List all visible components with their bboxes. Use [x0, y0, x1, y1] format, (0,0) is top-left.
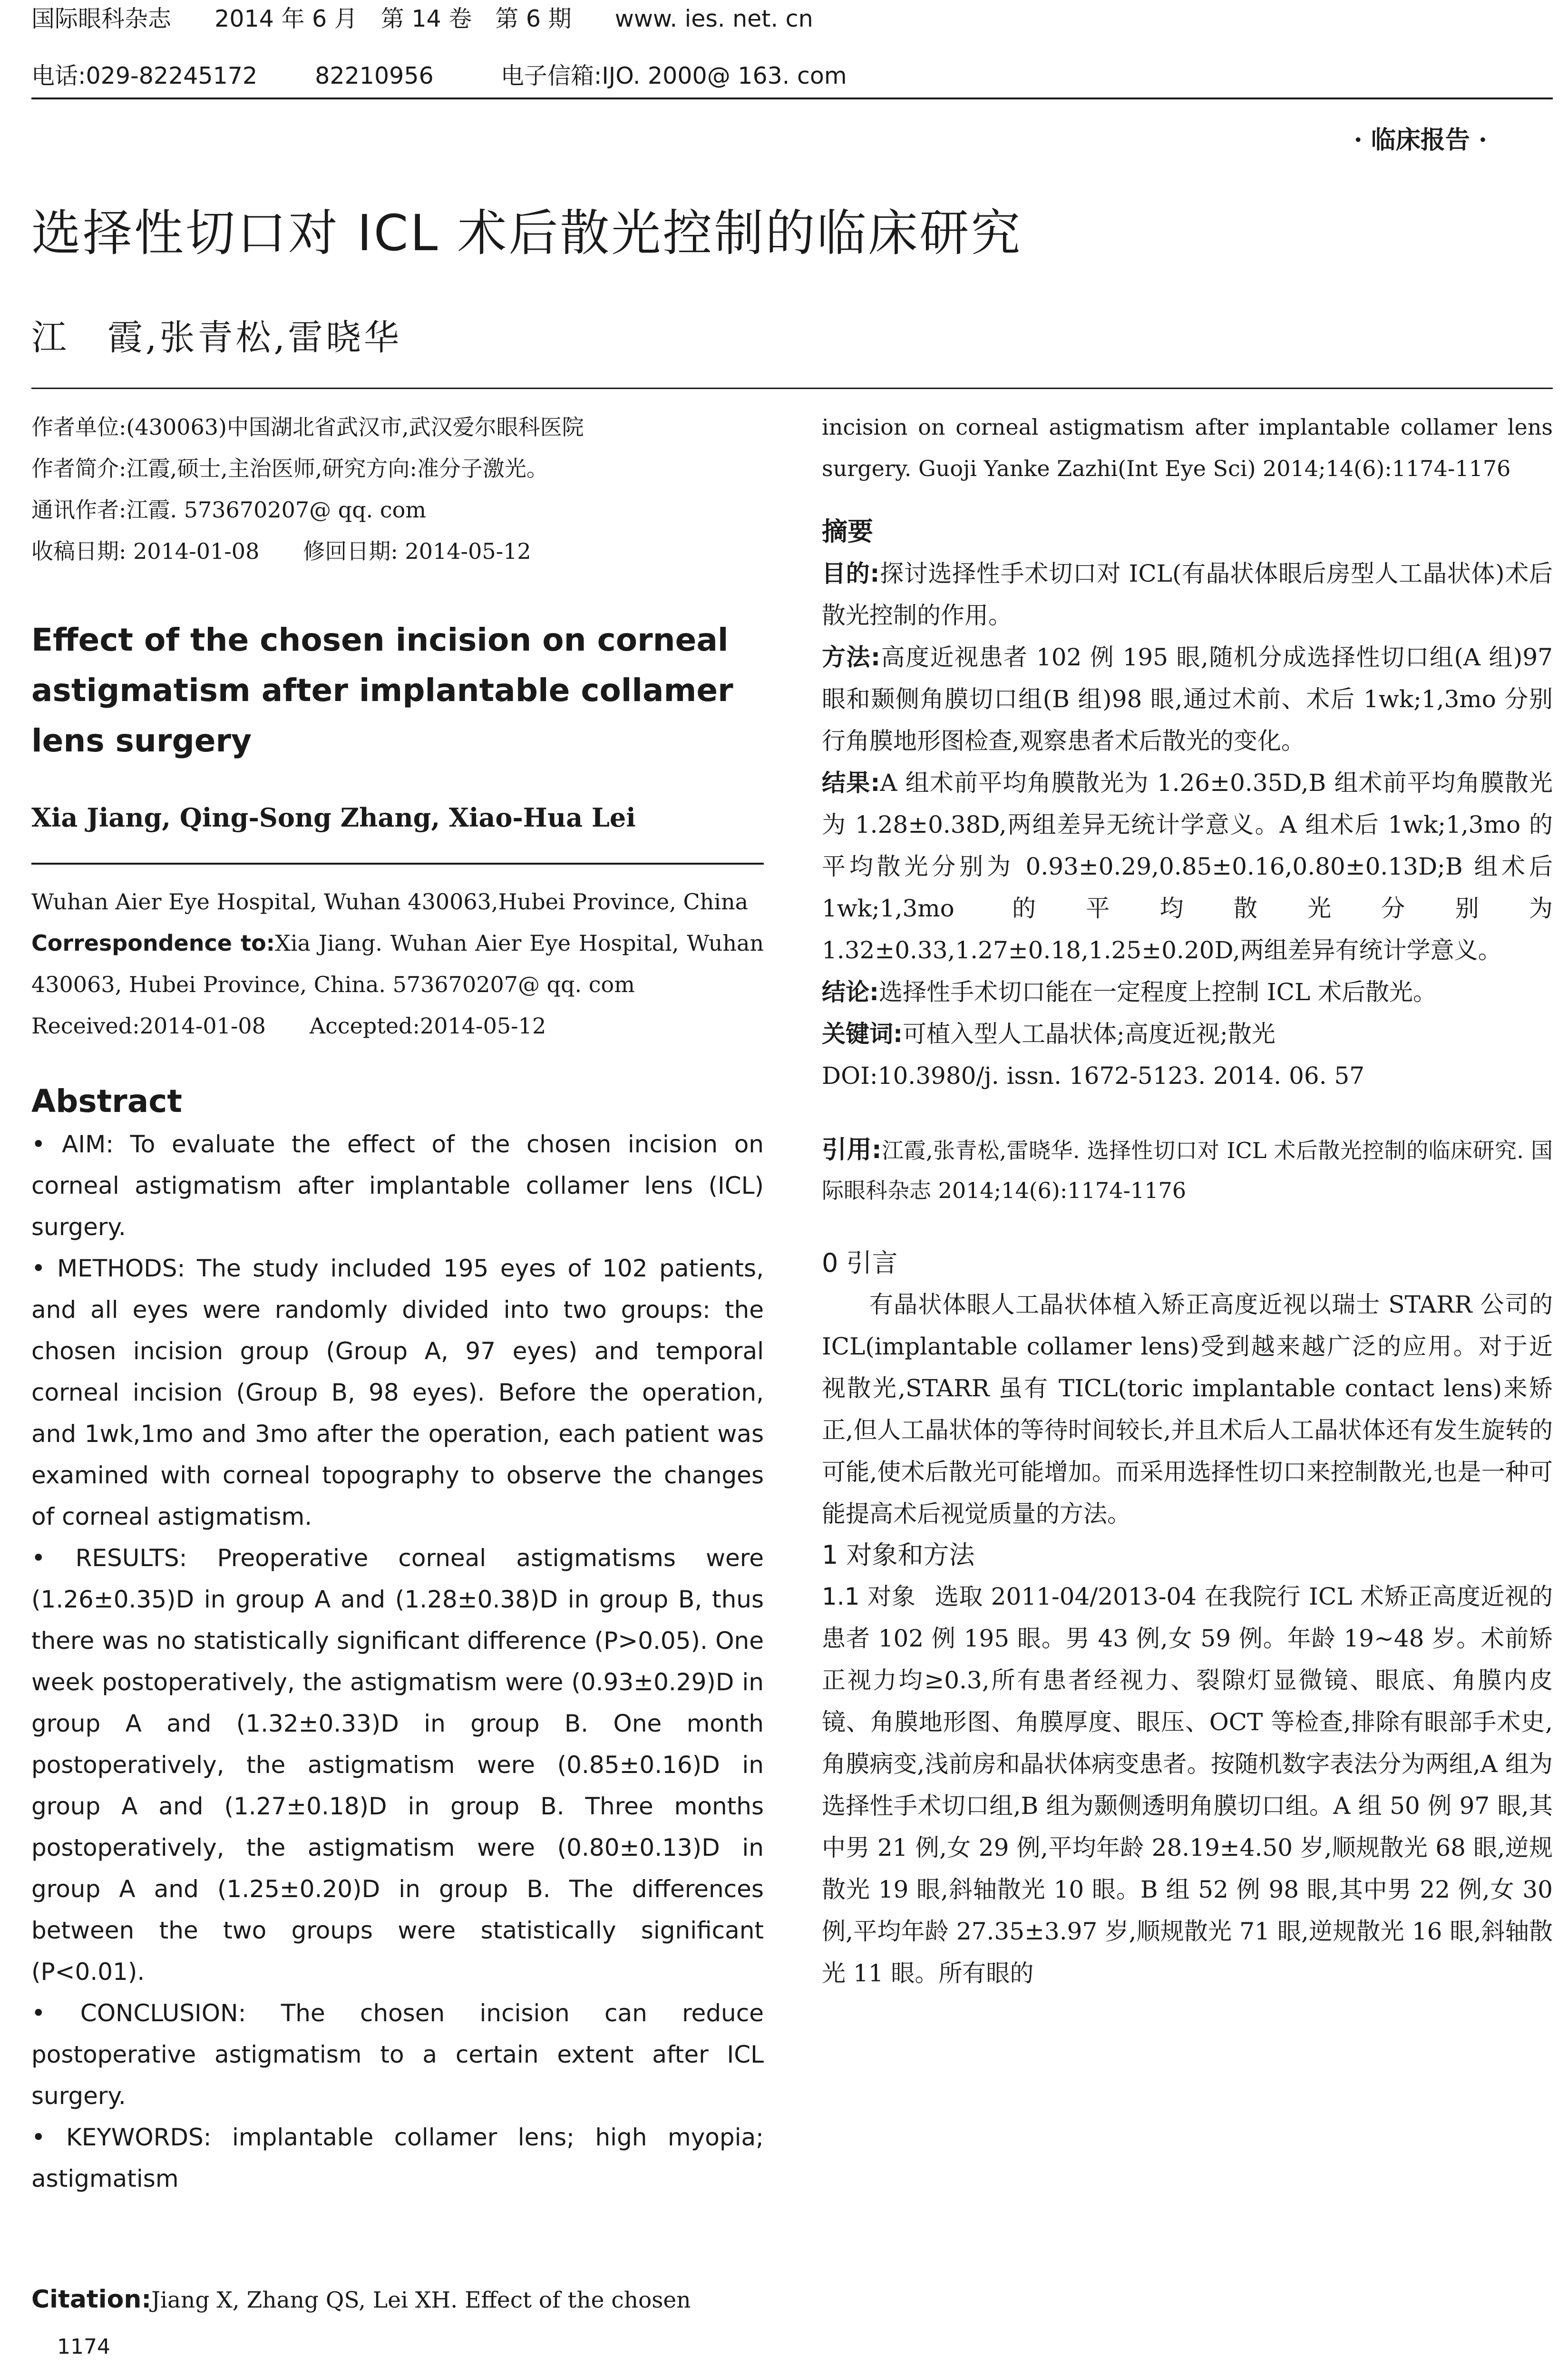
page-number: 1174	[57, 2335, 110, 2359]
citation-en-start	[31, 2280, 764, 2319]
correspondence-label: Correspondence to:	[31, 930, 275, 956]
page-title: 选择性切口对 ICL 术后散光控制的临床研究	[31, 204, 1023, 262]
email[interactable]: 电子信箱:IJO. 2000@ 163. com	[500, 62, 847, 89]
methods-subjects	[822, 1576, 1553, 1994]
keywords-label: 关键词:	[822, 1020, 903, 1048]
abstract-results: • RESULTS: Preoperative corneal astigmatisms were (1.26±0.35)D in group A and (1.28±0.38)D in group B, thus there was no statistically significant difference (P>0.05). One week postoperatively, the astigmatism were (0.93±0.29)D in group A and (1.32±0.33)D in group B. One month postoperatively, the astigmatism were (0.85±0.16)D in group A and (1.27±0.18)D in group B. Three months postoperatively, the astigmatism were (0.80±0.13)D in group A and (1.25±0.20)D in group B. The differences between the two groups were statistically significant (P<0.01).	[31, 1544, 764, 1986]
abstract-body	[31, 1124, 764, 2200]
citation-en-continued: incision on corneal astigmatism after implantable collamer lens surgery. Guoji Yanke Zazhi(Int Eye Sci) 2014;14(6):1174-1176	[822, 414, 1553, 481]
abstract-methods: • METHODS: The study included 195 eyes of 102 patients, and all eyes were randomly divided into two groups: the chosen incision group (Group A, 97 eyes) and temporal corneal incision (Group B, 98 eyes). Before the operation, and 1wk,1mo and 3mo after the operation, each patient was examined with corneal topography to observe the changes of corneal astigmatism.	[31, 1255, 764, 1530]
authors-cn: 江 霞,张青松,雷晓华	[31, 317, 402, 358]
conclusion-label: 结论:	[822, 978, 879, 1006]
dates-cn: 收稿日期: 2014-01-08 修回日期: 2014-05-12	[31, 538, 531, 564]
corresponding-author: 通讯作者:江霞. 573670207@ qq. com	[31, 497, 426, 523]
phone: 电话:029-82245172	[31, 62, 258, 89]
author-bio: 作者简介:江霞,硕士,主治医师,研究方向:准分子激光。	[31, 456, 548, 481]
journal-name: 国际眼科杂志	[31, 5, 172, 32]
received-accepted: Received:2014-01-08 Accepted:2014-05-12	[31, 1013, 546, 1039]
section-label: · 临床报告 ·	[1354, 126, 1487, 155]
header-line-2	[31, 61, 847, 91]
phone-2: 82210956	[315, 62, 434, 89]
abstract-cn-methods: 方法:高度近视患者 102 例 195 眼,随机分成选择性切口组(A 组)97 眼和颞侧角膜切口组(B 组)98 眼,通过术前、术后 1wk;1,3mo 分别行角膜地形图检查,观察患者术后散光的变化。	[822, 643, 1553, 755]
citation-cn	[822, 1130, 1553, 1210]
abstract-cn-heading: 摘要	[822, 516, 873, 546]
intro-text: 有晶状体眼人工晶状体植入矫正高度近视以瑞士 STARR 公司的 ICL(implantable collamer lens)受到越来越广泛的应用。对于近视散光,STARR 虽有 TICL(toric implantable contact lens)来矫正,但人工晶状体的等待时间较长,并且术后人工晶状体还有发生旋转的可能,使术后散光可能增加。而采用选择性切口来控制散光,也是一种可能提高术后视觉质量的方法。	[822, 1291, 1553, 1528]
abstract-cn-keywords: 关键词:可植入型人工晶状体;高度近视;散光	[822, 1020, 1276, 1048]
abstract-cn-results: 结果:A 组术前平均角膜散光为 1.26±0.35D,B 组术前平均角膜散光为 1.28±0.38D,两组差异无统计学意义。A 组术后 1wk;1,3mo 的平均散光分别为 0.93±0.29,0.85±0.16,0.80±0.13D;B 组术后 1wk;1,3mo 的平均散光分别为 1.32±0.33,1.27±0.18,1.25±0.20D,两组差异有统计学意义。	[822, 769, 1553, 964]
abstract-cn-aim: 目的:探讨选择性手术切口对 ICL(有晶状体眼后房型人工晶状体)术后散光控制的作用。	[822, 560, 1553, 629]
abstract-conclusion: • CONCLUSION: The chosen incision can reduce postoperative astigmatism to a certain extent after ICL surgery.	[31, 1999, 764, 2110]
abstract-heading: Abstract	[31, 1083, 182, 1120]
left-column	[31, 407, 764, 2200]
citation-label: Citation:	[31, 2285, 152, 2314]
citation-cn-text: 江霞,张青松,雷晓华. 选择性切口对 ICL 术后散光控制的临床研究. 国际眼科杂志 2014;14(6):1174-1176	[822, 1138, 1553, 1203]
abstract-cn-conclusion: 结论:选择性手术切口能在一定程度上控制 ICL 术后散光。	[822, 978, 1437, 1006]
author-info-cn	[31, 407, 764, 572]
aim-label: 目的:	[822, 560, 880, 587]
issue-info: 2014 年 6 月 第 14 卷 第 6 期	[214, 5, 572, 32]
abstract-cn-body	[822, 553, 1553, 1097]
affiliation-en	[31, 881, 764, 1047]
citation-cn-label: 引用:	[822, 1136, 882, 1164]
methods-label: 方法:	[822, 643, 880, 671]
authors-en: Xia Jiang, Qing-Song Zhang, Xiao-Hua Lei	[31, 802, 636, 833]
header-line-1	[31, 4, 813, 34]
methods-heading: 1 对象和方法	[822, 1540, 975, 1570]
title-en: Effect of the chosen incision on corneal astigmatism after implantable collamer lens surgery	[31, 622, 733, 759]
results-label: 结果:	[822, 769, 880, 797]
header-rule	[31, 97, 1553, 99]
intro-heading: 0 引言	[822, 1248, 898, 1278]
subsection-label: 1.1 对象	[822, 1583, 916, 1610]
right-column	[822, 407, 1553, 1994]
author-unit: 作者单位:(430063)中国湖北省武汉市,武汉爱尔眼科医院	[31, 414, 584, 440]
affiliation-line: Wuhan Aier Eye Hospital, Wuhan 430063,Hubei Province, China	[31, 889, 749, 915]
doi[interactable]: DOI:10.3980/j. issn. 1672-5123. 2014. 06. 57	[822, 1062, 1365, 1090]
affiliation-rule	[31, 863, 764, 865]
subjects-text: 选取 2011-04/2013-04 在我院行 ICL 术矫正高度近视的患者 102 例 195 眼。男 43 例,女 59 例。年龄 19~48 岁。术前矫正视力均≥0.3,所有患者经视力、裂隙灯显微镜、眼底、角膜内皮镜、角膜地形图、角膜厚度、眼压、OCT 等检查,排除有眼部手术史,角膜病变,浅前房和晶状体病变患者。按随机数字表法分为两组,A 组为选择性手术切口组,B 组为颞侧透明角膜切口组。A 组 50 例 97 眼,其中男 21 例,女 29 例,平均年龄 28.19±4.50 岁,顺规散光 68 眼,逆规散光 19 眼,斜轴散光 10 眼。B 组 52 例 98 眼,其中男 22 例,女 30 例,平均年龄 27.35±3.97 岁,顺规散光 71 眼,逆规散光 16 眼,斜轴散光 11 眼。所有眼的	[822, 1583, 1553, 1987]
abstract-aim: • AIM: To evaluate the effect of the chosen incision on corneal astigmatism after implantable collamer lens (ICL) surgery.	[31, 1130, 764, 1241]
abstract-keywords: • KEYWORDS: implantable collamer lens; high myopia; astigmatism	[31, 2124, 764, 2192]
correspondence-text: Xia Jiang. Wuhan Aier Eye Hospital, Wuhan 430063, Hubei Province, China. 573670207@ qq. com	[31, 930, 764, 997]
journal-url[interactable]: www. ies. net. cn	[614, 5, 813, 32]
title-rule	[31, 388, 1553, 389]
citation-text-left: Jiang X, Zhang QS, Lei XH. Effect of the chosen	[151, 2287, 691, 2313]
